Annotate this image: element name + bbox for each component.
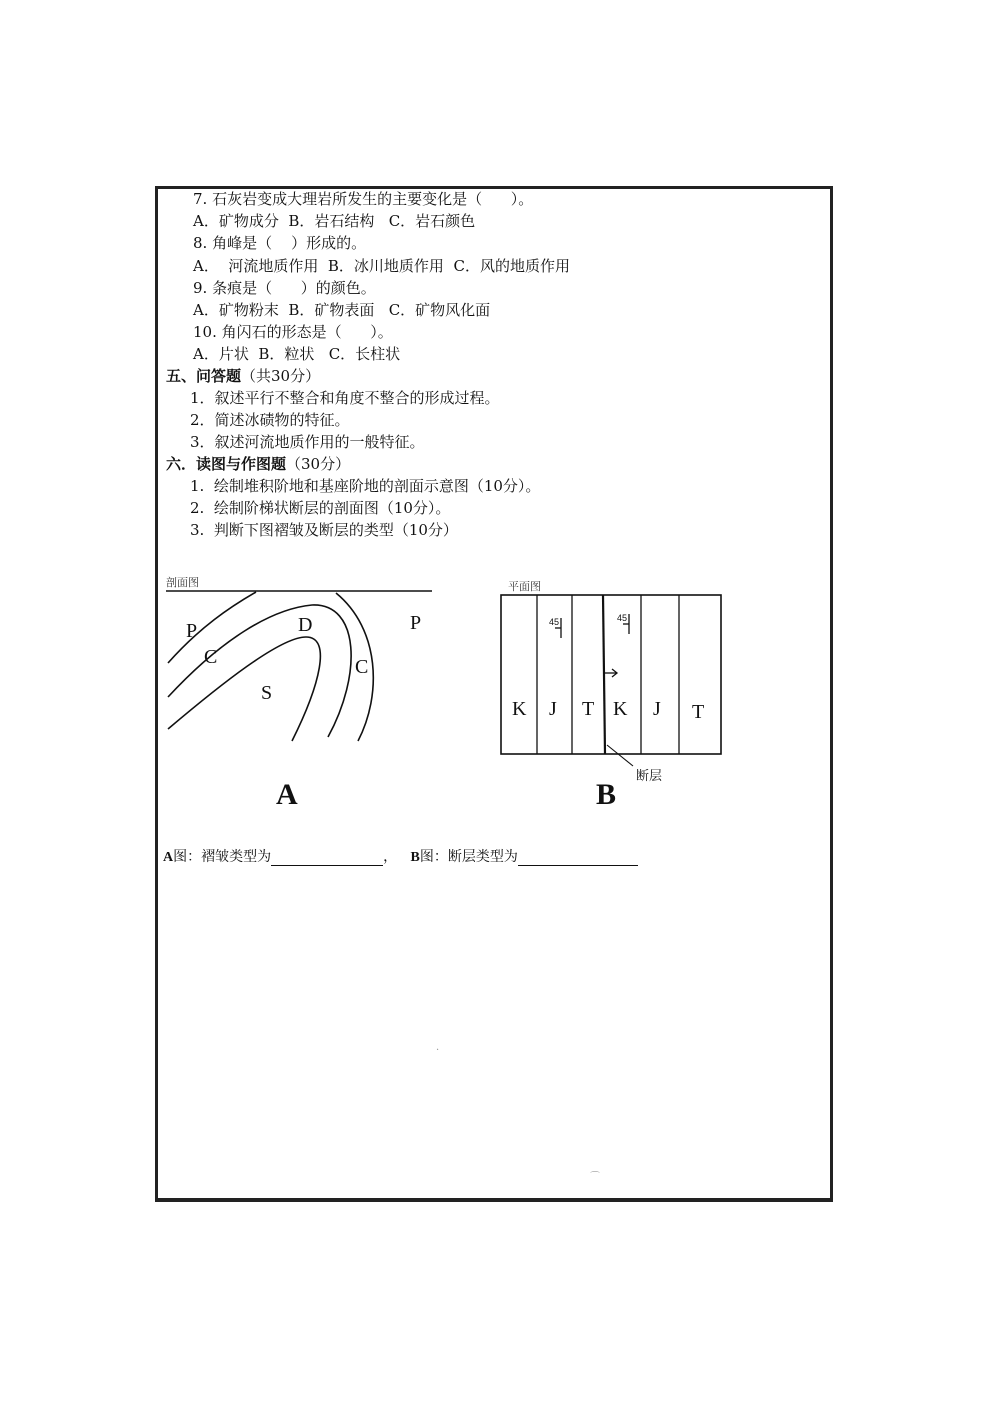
unit-j-1: J xyxy=(549,698,557,720)
dip-symbol-right xyxy=(617,613,629,634)
scan-speck: · xyxy=(436,1045,440,1056)
answer-row xyxy=(163,846,638,866)
section5-item-2: 2．简述冰碛物的特征。 xyxy=(190,411,350,429)
question-7: 7. 石灰岩变成大理岩所发生的主要变化是（ ）。 xyxy=(193,190,534,208)
question-9-options: A．矿物粉末 B．矿物表面 C．矿物风化面 xyxy=(193,301,491,319)
fault-leader-line xyxy=(607,745,633,766)
dip-value-right: 45 xyxy=(617,613,628,623)
section5-heading: 五、问答题（共30分） xyxy=(166,367,321,385)
scan-speck: ⌒ xyxy=(590,1172,600,1183)
label-c-right: C xyxy=(355,656,369,678)
figure-a-caption: 剖面图 xyxy=(166,576,199,589)
figure-a-fold-diagram xyxy=(160,585,460,755)
fault-label: 断层 xyxy=(636,769,663,784)
fault-line xyxy=(603,595,605,754)
unit-j-2: J xyxy=(653,698,661,720)
label-c-left: C xyxy=(204,646,218,668)
figure-a-letter: A xyxy=(276,778,298,811)
question-8: 8. 角峰是（ ）形成的。 xyxy=(193,234,367,252)
label-p-left: P xyxy=(186,620,198,642)
section5-item-1: 1．叙述平行不整合和角度不整合的形成过程。 xyxy=(190,389,500,407)
section5-item-3: 3．叙述河流地质作用的一般特征。 xyxy=(190,433,425,451)
section6-item-3: 3. 判断下图褶皱及断层的类型（10分） xyxy=(190,521,458,539)
answer-b-text: 图：断层类型为 xyxy=(419,849,518,865)
answer-a-text: 图：褶皱类型为 xyxy=(173,849,272,865)
question-7-options: A．矿物成分 B．岩石结构 C．岩石颜色 xyxy=(193,212,476,230)
question-9: 9. 条痕是（ ）的颜色。 xyxy=(193,279,376,297)
question-10-options: A．片状 B．粒状 C．长柱状 xyxy=(193,345,401,363)
label-s: S xyxy=(261,682,273,704)
unit-k-1: K xyxy=(512,698,527,720)
section6-heading: 六．读图与作图题（30分） xyxy=(166,455,351,473)
dip-value-left: 45 xyxy=(549,617,560,627)
answer-a-prefix: A xyxy=(163,850,174,865)
section6-item-2: 2. 绘制阶梯状断层的剖面图（10分）。 xyxy=(190,499,451,517)
question-10: 10. 角闪石的形态是（ ）。 xyxy=(193,323,393,341)
dip-symbol-left xyxy=(549,617,561,638)
figure-b-letter: B xyxy=(596,778,617,811)
fold-contact-s-d xyxy=(168,637,320,741)
question-8-options: A． 河流地质作用 B．冰川地质作用 C．风的地质作用 xyxy=(193,257,570,275)
figure-b-map xyxy=(495,588,735,788)
answer-b-prefix: B xyxy=(410,850,420,865)
answer-b-blank[interactable] xyxy=(518,851,638,866)
figure-b-caption: 平面图 xyxy=(508,580,541,593)
label-p-right: P xyxy=(410,612,422,634)
unit-k-2: K xyxy=(613,698,628,720)
label-d: D xyxy=(298,614,313,636)
map-border xyxy=(501,595,721,754)
section6-item-1: 1. 绘制堆积阶地和基座阶地的剖面示意图（10分）。 xyxy=(190,477,541,495)
answer-a-blank[interactable] xyxy=(271,851,383,866)
unit-t-2: T xyxy=(692,701,705,723)
answer-separator: ， xyxy=(383,849,398,865)
unit-t-1: T xyxy=(582,698,595,720)
